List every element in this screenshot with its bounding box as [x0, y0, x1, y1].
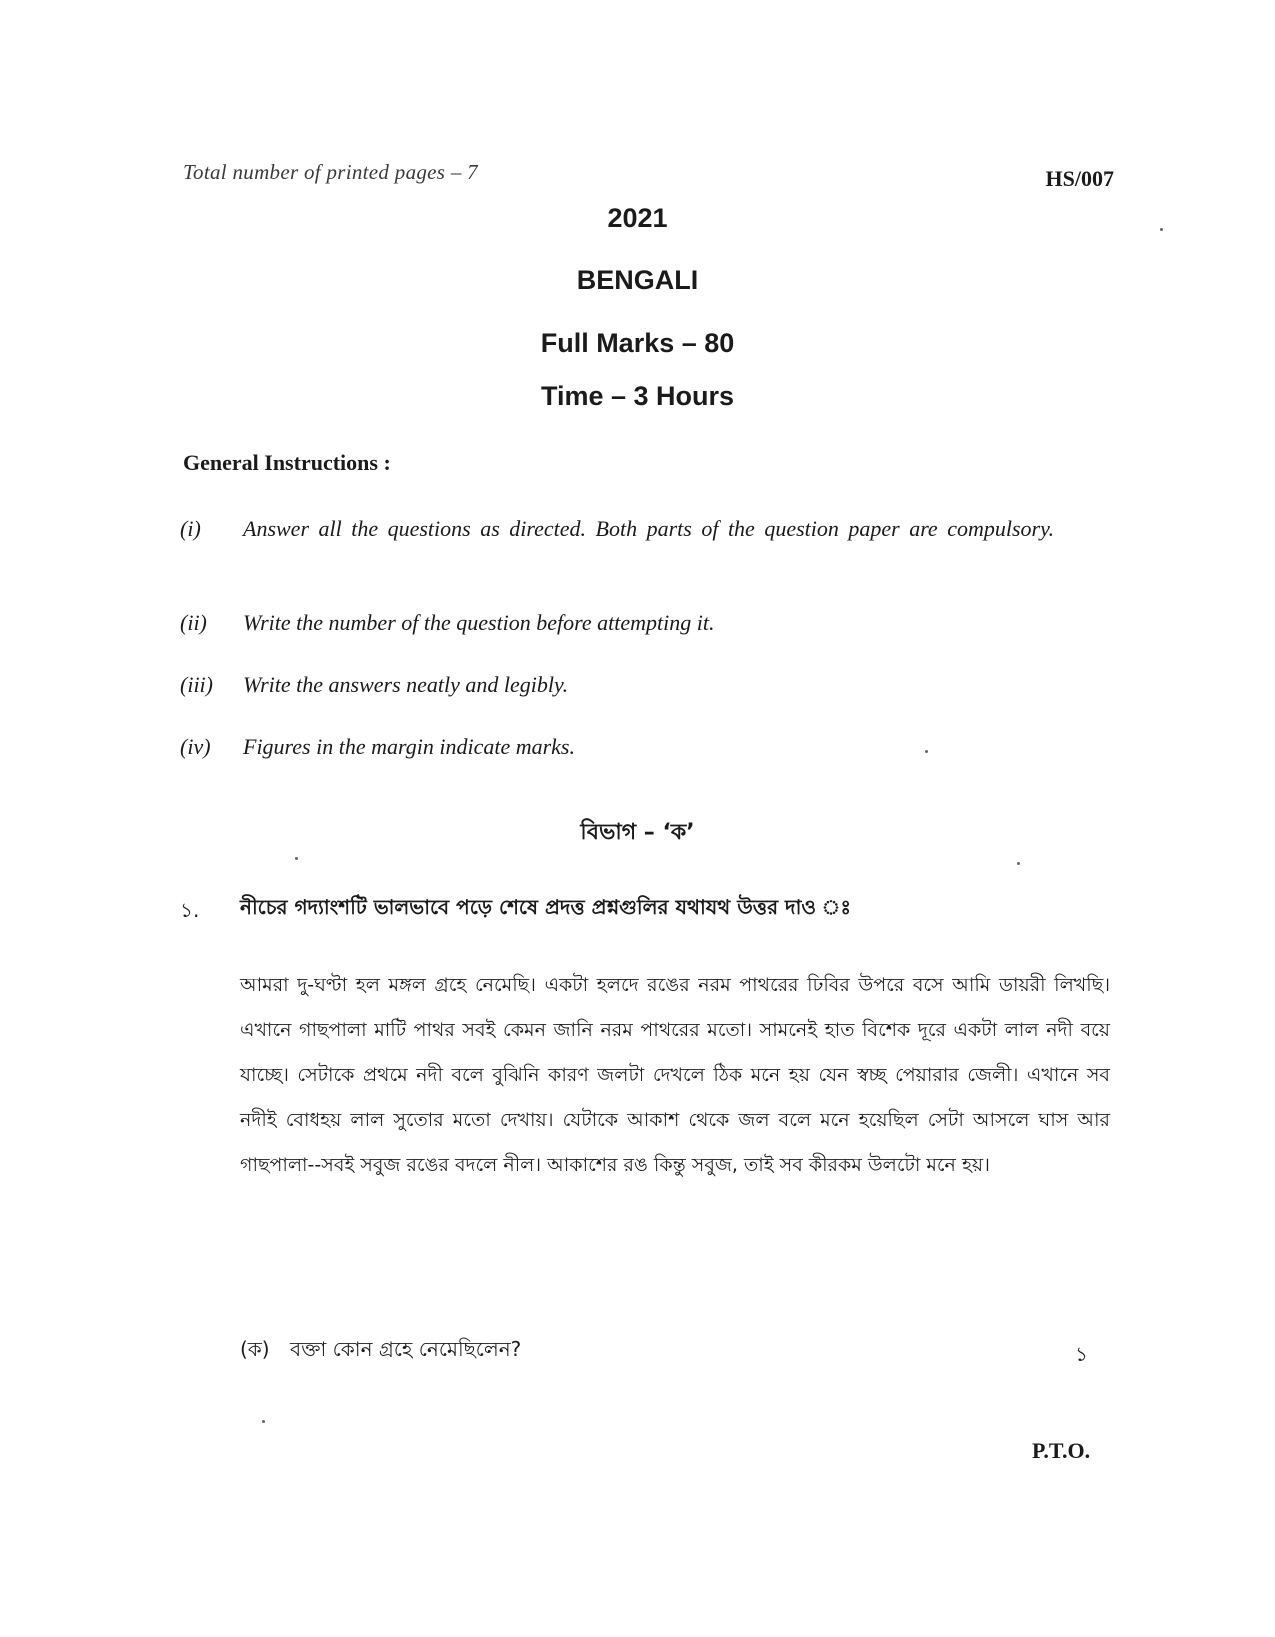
scan-speck	[1160, 228, 1163, 231]
printed-pages-note: Total number of printed pages – 7	[183, 160, 478, 184]
exam-subject: BENGALI	[576, 265, 699, 295]
instruction-item	[180, 668, 1110, 701]
instruction-number: (iv)	[180, 734, 211, 759]
scan-speck	[262, 1420, 265, 1423]
full-marks: Full Marks – 80	[540, 328, 735, 358]
exam-time: Time – 3 Hours	[540, 381, 735, 411]
instruction-number: (ii)	[180, 610, 207, 635]
sub-question-text: বক্তা কোন গ্রহে নেমেছিলেন?	[289, 1337, 522, 1361]
scan-speck	[1017, 862, 1020, 865]
scan-speck	[925, 750, 928, 753]
instruction-text: Figures in the margin indicate marks.	[243, 734, 575, 759]
question-text: নীচের গদ্যাংশটি ভালভাবে পড়ে শেষে প্রদত্ত প্রশ্নগুলির যথাযথ উত্তর দাও ঃ	[240, 895, 852, 919]
paper-code: HS/007	[1045, 166, 1114, 191]
instruction-text: Write the answers neatly and legibly.	[243, 672, 569, 697]
instruction-text: Write the number of the question before attempting it.	[243, 610, 715, 635]
instruction-item	[180, 512, 1110, 545]
passage: আমরা দু-ঘণ্টা হল মঙ্গল গ্রহে নেমেছি। একটা হলদে রঙের নরম পাথরের ঢিবির উপরে বসে আমি ডায়রী লিখছি। এখানে গাছপালা মাটি পাথর সবই কেমন জানি নরম পাথরের মতো। সামনেই হাত বিশেক দূরে একটা লাল নদী বয়ে যাচ্ছে। সেটাকে প্রথমে নদী বলে বুঝিনি কারণ জলটা দেখলে ঠিক মনে হয় যেন স্বচ্ছ পেয়ারার জেলী। এখানে সব নদীই বোধহয় লাল সুতোর মতো দেখায়। যেটাকে আকাশ থেকে জল বলে মনে হয়েছিল সেটা আসলে ঘাস আর গাছপালা--সবই সবুজ রঙের বদলে নীল। আকাশের রঙ কিন্তু সবুজ, তাই সব কীরকম উলটো মনে হয়।	[240, 974, 1110, 1176]
instruction-item	[180, 730, 1110, 763]
please-turn-over: P.T.O.	[1032, 1438, 1091, 1463]
sub-question-label: (ক)	[240, 1337, 270, 1361]
instruction-number: (iii)	[180, 672, 213, 697]
scan-speck	[295, 857, 298, 860]
general-instructions-heading: General Instructions :	[183, 450, 391, 475]
sub-question	[240, 1335, 521, 1368]
instruction-item	[180, 606, 1110, 639]
instruction-text: Answer all the questions as directed. Both parts of the question paper are compulsory.	[243, 516, 1055, 541]
question-number: ১.	[180, 898, 200, 922]
section-title: বিভাগ – ‘ক’	[580, 820, 695, 845]
instruction-number: (i)	[180, 516, 201, 541]
sub-question-marks: ১	[1075, 1342, 1088, 1366]
exam-year: 2021	[607, 203, 668, 233]
